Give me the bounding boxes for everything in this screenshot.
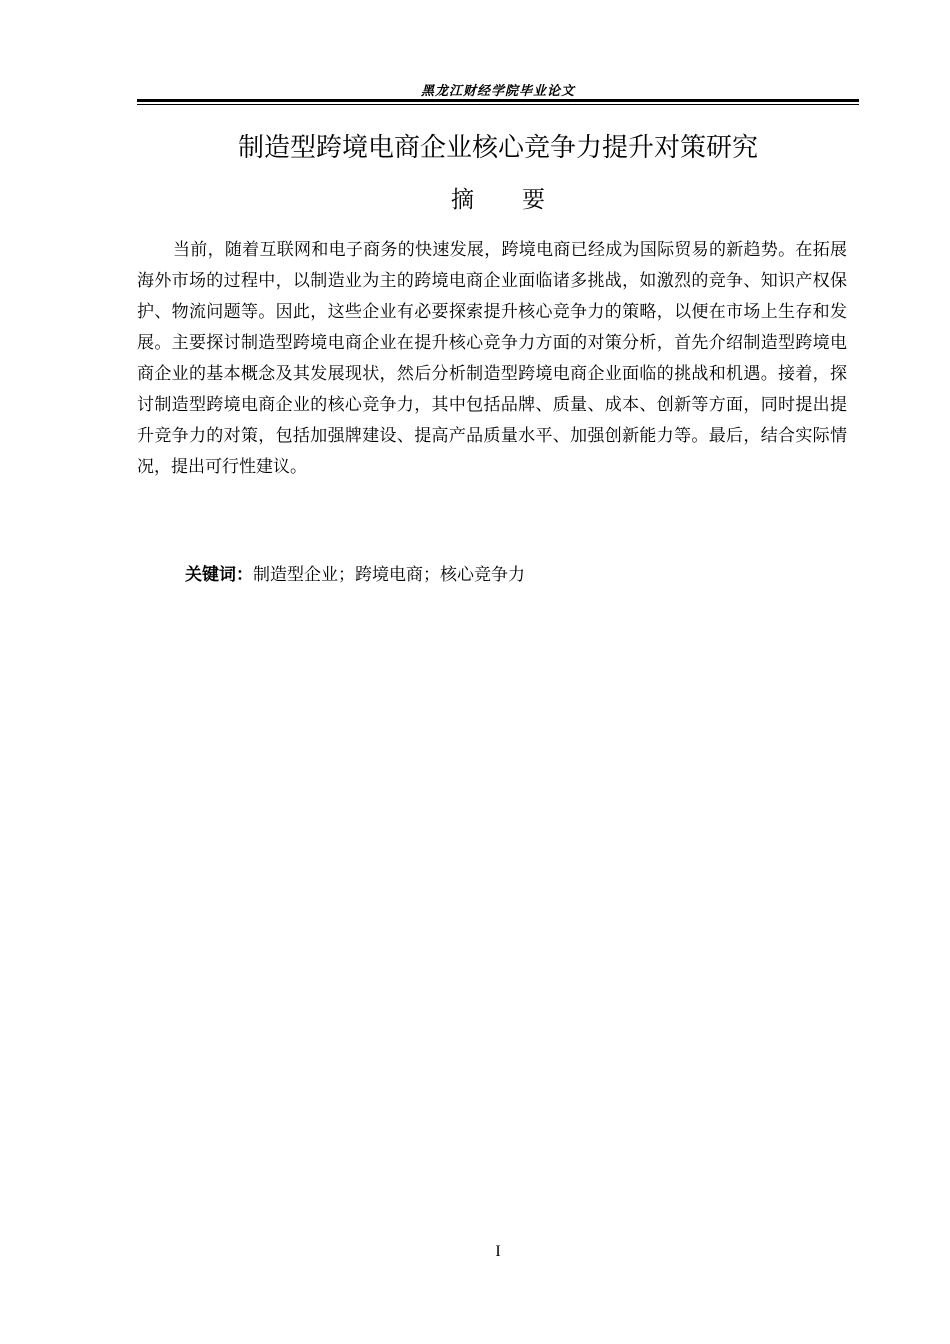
header-rule-thin [137,104,859,105]
running-header: 黑龙江财经学院毕业论文 [420,84,575,99]
header-rule-thick [137,99,859,102]
page-number: I [495,1243,501,1260]
keywords-value: 制造型企业；跨境电商；核心竞争力 [253,565,525,585]
keywords-line [185,561,525,589]
keywords-label: 关键词： [185,565,253,585]
abstract-heading: 摘要 [451,187,593,213]
thesis-title: 制造型跨境电商企业核心竞争力提升对策研究 [237,133,758,163]
abstract-body: 当前，随着互联网和电子商务的快速发展，跨境电商已经成为国际贸易的新趋势。在拓展海外市场的过程中，以制造业为主的跨境电商企业面临诸多挑战，如激烈的竞争、知识产权保护、物流问题等。因此，这些企业有必要探索提升核心竞争力的策略，以便在市场上生存和发展。主要探讨制造型跨境电商企业在提升核心竞争力方面的对策分析，首先介绍制造型跨境电商企业的基本概念及其发展现状，然后分析制造型跨境电商企业面临的挑战和机遇。接着，探讨制造型跨境电商企业的核心竞争力，其中包括品牌、质量、成本、创新等方面，同时提出提升竞争力的对策，包括加强牌建设、提高产品质量水平、加强创新能力等。最后，结合实际情况，提出可行性建议。 [137,240,847,477]
